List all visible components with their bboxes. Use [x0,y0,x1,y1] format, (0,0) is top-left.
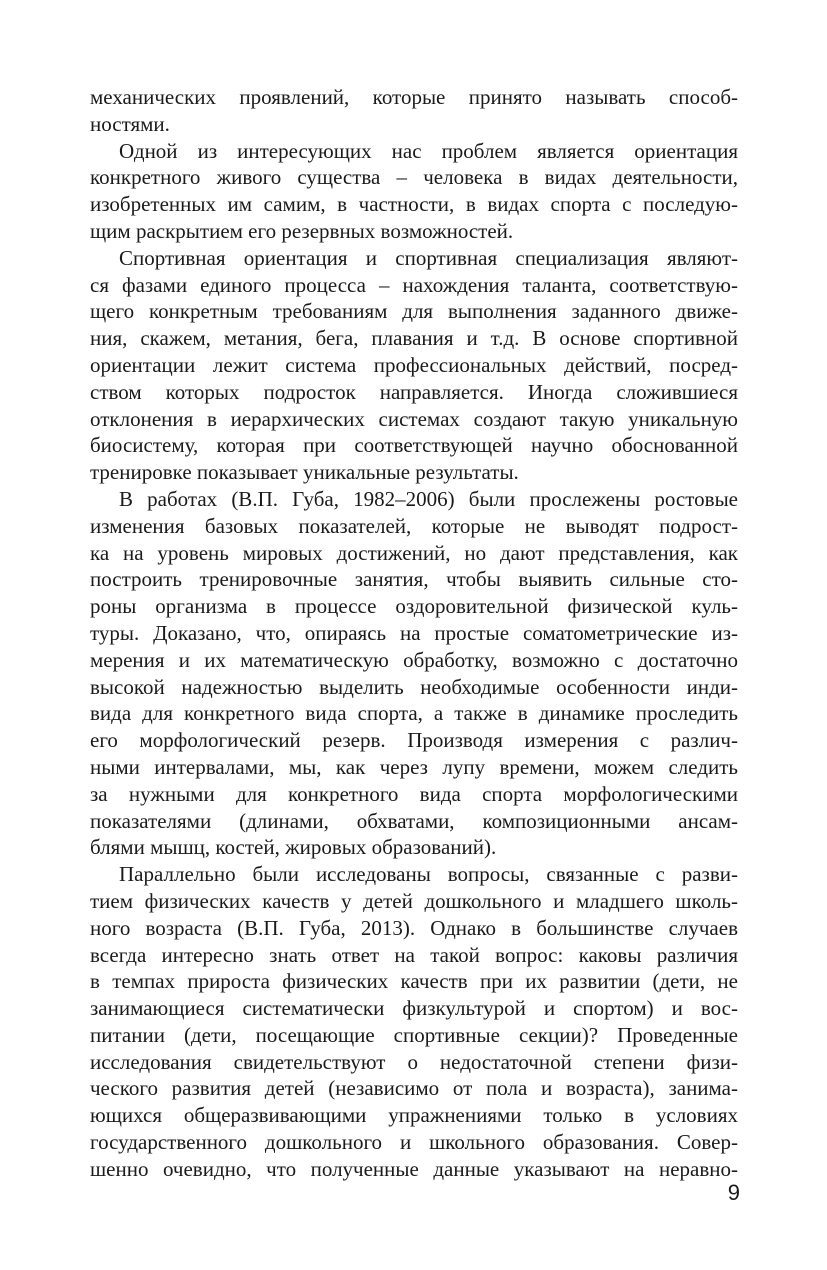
text-line: Спортивная ориентация и спортивная специализация являют- [119,245,738,270]
text-line: механических проявлений, которые принято называть способ- [90,85,738,109]
text-line: биосистему, которая при соответствующей научно обоснованной [90,433,738,458]
text-line: исследования свидетельствуют о недостаточной степени физи- [90,1049,738,1074]
text-line: конкретного живого существа – человека в видах деятельности, [90,165,738,190]
text-line: ностями. [90,111,170,136]
paragraph [90,84,738,138]
text-line: Параллельно были исследованы вопросы, связанные с разви- [119,862,738,887]
text-line: ся фазами единого процесса – нахождения таланта, соответствую- [90,272,738,297]
text-line: роны организма в процессе оздоровительной физической куль- [90,594,738,619]
text-line: занимающиеся систематически физкультурой и спортом) и вос- [90,996,738,1021]
text-line: его морфологический резерв. Производя измерения с различ- [90,728,738,753]
text-line: ными интервалами, мы, как через лупу времени, можем следить [90,754,738,779]
text-line: туры. Доказано, что, опираясь на простые соматометрические из- [90,620,738,645]
text-line: вида для конкретного вида спорта, а также в динамике проследить [90,701,738,726]
body-text [90,84,738,1183]
text-line: ка на уровень мировых достижений, но дают представления, как [90,540,738,565]
text-line: ного возраста (В.П. Губа, 2013). Однако в большинстве случаев [90,915,738,940]
text-line: щим раскрытием его резервных возможностей. [90,218,514,243]
text-line: питании (дети, посещающие спортивные секции)? Проведенные [90,1022,738,1047]
page-number: 9 [727,1180,740,1205]
text-line: в темпах прироста физических качеств при их развитии (дети, не [90,969,738,994]
paragraph [90,245,738,486]
text-line: ческого развития детей (независимо от пола и возраста), занима- [90,1076,738,1101]
paragraph [90,486,738,861]
text-line: показателями (длинами, обхватами, композиционными ансам- [90,808,738,833]
text-line: Одной из интересующих нас проблем является ориентация [119,138,738,163]
text-line: построить тренировочные занятия, чтобы выявить сильные сто- [90,567,738,592]
paragraph [90,138,738,245]
text-line: государственного дошкольного и школьного образования. Совер- [90,1130,738,1155]
text-line: изменения базовых показателей, которые не выводят подрост- [90,513,738,538]
text-line: щего конкретным требованиям для выполнения заданного движе- [90,299,738,324]
text-line: всегда интересно знать ответ на такой вопрос: каковы различия [90,942,738,967]
text-line: за нужными для конкретного вида спорта морфологическими [90,781,738,806]
text-line: ством которых подросток направляется. Иногда сложившиеся [90,379,738,404]
text-line: ориентации лежит система профессиональных действий, посред- [90,352,738,377]
paragraph [90,861,738,1183]
text-line: мерения и их математическую обработку, возможно с достаточно [90,647,738,672]
text-line: изобретенных им самим, в частности, в видах спорта с последую- [90,192,738,217]
text-line: В работах (В.П. Губа, 1982–2006) были прослежены ростовые [119,486,738,511]
text-line: шенно очевидно, что полученные данные указывают на неравно- [90,1156,738,1181]
text-line: ющихся общеразвивающими упражнениями только в условиях [90,1103,738,1128]
text-line: тренировке показывает уникальные результаты. [90,460,519,485]
text-line: высокой надежностью выделить необходимые особенности инди- [90,674,738,699]
text-line: блями мышц, костей, жировых образований). [90,835,497,860]
text-line: тием физических качеств у детей дошкольного и младшего школь- [90,888,738,913]
text-line: ния, скажем, метания, бега, плавания и т.д. В основе спортивной [90,326,738,351]
text-line: отклонения в иерархических системах создают такую уникальную [90,406,738,431]
